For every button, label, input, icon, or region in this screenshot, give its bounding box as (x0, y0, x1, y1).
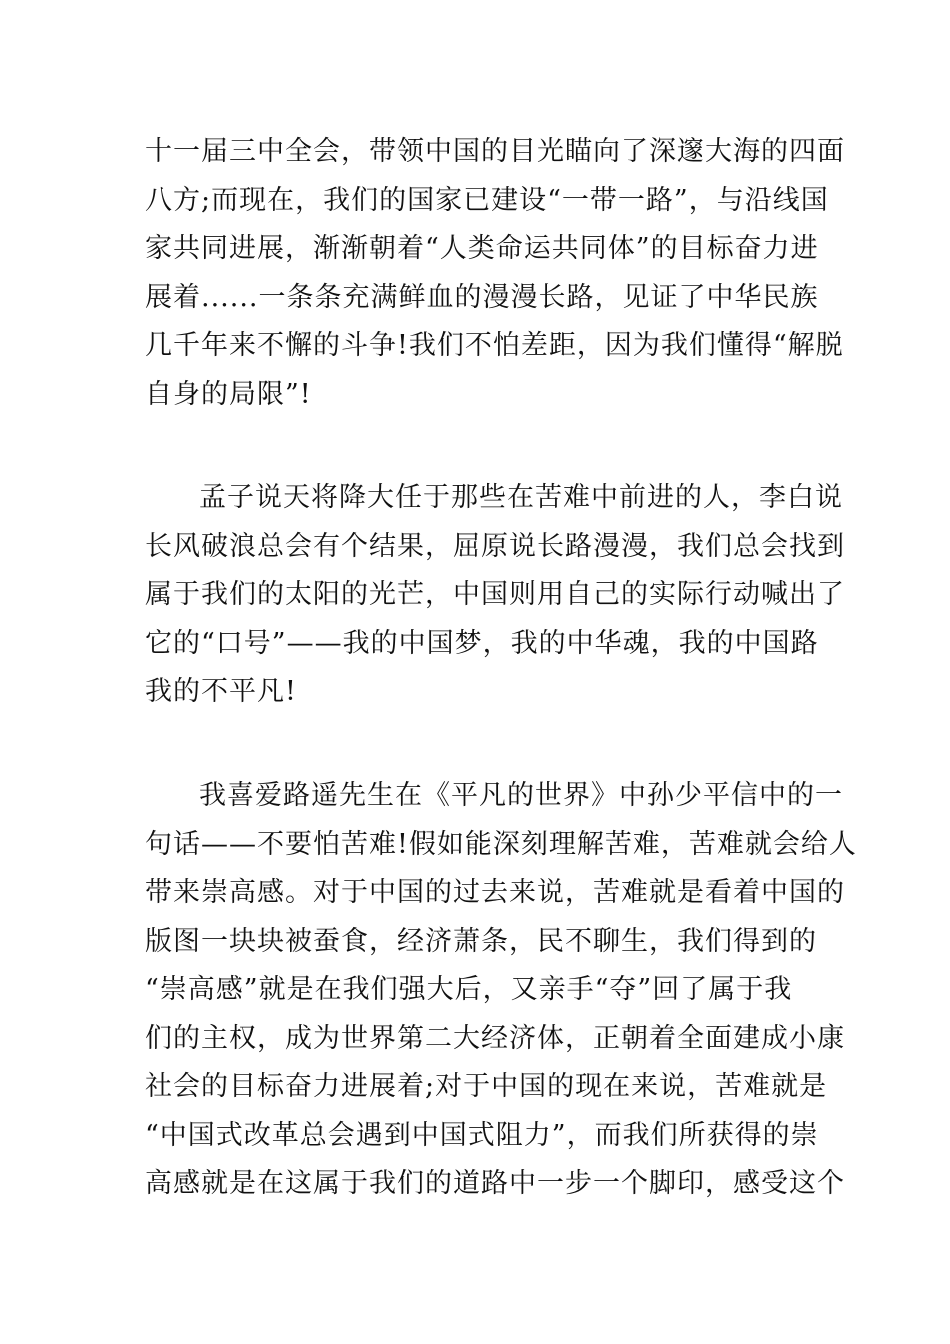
paragraph-line: 八方;而现在，我们的国家已建设“一带一路”，与沿线国 (145, 184, 829, 216)
paragraph-line: “中国式改革总会遇到中国式阻力”，而我们所获得的崇 (145, 1119, 819, 1151)
paragraph-line: 我喜爱路遥先生在《平凡的世界》中孙少平信中的一 (199, 780, 843, 811)
paragraph-line: 版图一块块被蚕食，经济萧条，民不聊生，我们得到的 (145, 925, 817, 957)
paragraph-3 (145, 772, 857, 1209)
paragraph-line: 带来崇高感。对于中国的过去来说，苦难就是看着中国的 (145, 877, 845, 908)
paragraph-line: 它的“口号”——我的中国梦，我的中华魂，我的中国路 (145, 627, 819, 659)
paragraph-line: 展着......一条条充满鲜血的漫漫长路，见证了中华民族 (145, 281, 819, 313)
paragraph-line: 十一届三中全会，带领中国的目光瞄向了深邃大海的四面 (145, 136, 845, 167)
paragraph-line: 孟子说天将降大任于那些在苦难中前进的人，李白说 (199, 482, 843, 513)
paragraph-line: 几千年来不懈的斗争!我们不怕差距，因为我们懂得“解脱 (145, 330, 844, 361)
paragraph-line: 社会的目标奋力进展着;对于中国的现在来说，苦难就是 (145, 1071, 828, 1102)
paragraph-line: “崇高感”就是在我们强大后，又亲手“夺”回了属于我 (145, 974, 793, 1005)
paragraph-line: 高感就是在这属于我们的道路中一步一个脚印，感受这个 (145, 1168, 845, 1199)
paragraph-line: 我的不平凡! (145, 676, 297, 707)
paragraph-line: 家共同进展，渐渐朝着“人类命运共同体”的目标奋力进 (145, 233, 819, 264)
paragraph-line: 们的主权，成为世界第二大经济体，正朝着全面建成小康 (145, 1022, 845, 1054)
paragraph-line: 长风破浪总会有个结果，屈原说长路漫漫，我们总会找到 (145, 530, 845, 562)
paragraph-line: 属于我们的太阳的光芒，中国则用自己的实际行动喊出了 (145, 579, 845, 610)
paragraph-line: 自身的局限”! (145, 378, 312, 410)
paragraph-2 (145, 474, 845, 717)
paragraph-line: 句话——不要怕苦难!假如能深刻理解苦难，苦难就会给人 (145, 828, 857, 860)
paragraph-1 (145, 128, 845, 419)
